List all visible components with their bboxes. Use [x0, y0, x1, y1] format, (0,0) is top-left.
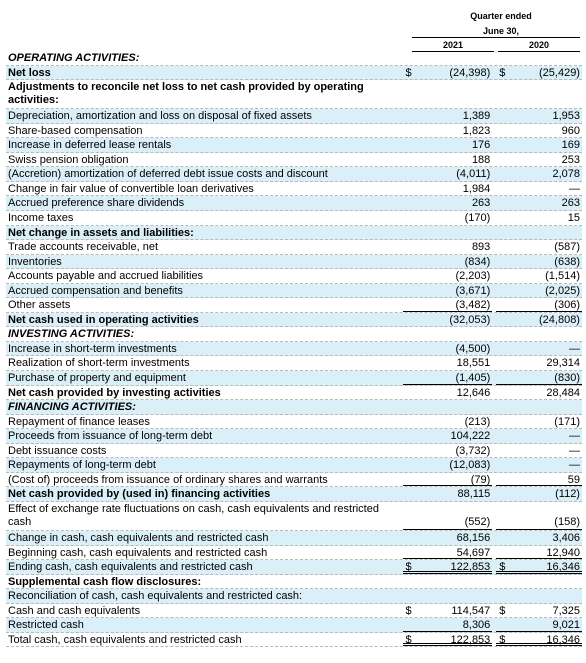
- table-row: [6, 80, 582, 109]
- currency-2021: [403, 109, 415, 123]
- value-2020: [508, 400, 582, 414]
- value-2021: 54,697: [415, 546, 493, 560]
- value-2021: 122,853: [415, 633, 493, 647]
- currency-2020: [496, 153, 508, 167]
- currency-2021: [403, 342, 415, 356]
- table-row: [6, 342, 582, 357]
- row-label: Debt issuance costs: [8, 444, 107, 457]
- currency-2020: [496, 182, 508, 196]
- value-2020: 1,953: [552, 110, 580, 123]
- currency-2020: [496, 618, 508, 632]
- table-row: [6, 124, 582, 139]
- value-2021: (1,405): [415, 371, 493, 385]
- value-2021: (2,203): [455, 270, 491, 283]
- table-row: [6, 371, 582, 386]
- value-2020: 960: [561, 124, 580, 137]
- currency-2020: [496, 313, 508, 327]
- value-2021: (79): [415, 473, 493, 487]
- currency-2021: [403, 429, 415, 443]
- currency-2020: [496, 269, 508, 283]
- value-2020: —: [568, 342, 580, 355]
- value-2020: (587): [554, 241, 580, 254]
- table-row: [6, 211, 582, 226]
- currency-2020: $: [499, 66, 506, 79]
- value-2020: 16,346: [508, 633, 582, 647]
- row-label: INVESTING ACTIVITIES:: [8, 328, 135, 341]
- table-row: [6, 255, 582, 270]
- currency-2020: [496, 371, 508, 385]
- currency-2021: $: [405, 604, 412, 617]
- currency-2021: [403, 240, 415, 254]
- value-2020: (306): [508, 298, 582, 312]
- value-2020: [508, 327, 582, 341]
- value-2020: (830): [508, 371, 582, 385]
- table-row: [6, 356, 582, 371]
- value-2021: (4,500): [455, 342, 491, 355]
- value-2020: (24,808): [539, 313, 580, 326]
- currency-2020: [496, 196, 508, 210]
- value-2021: (170): [464, 212, 491, 225]
- row-label: Net change in assets and liabilities:: [8, 226, 194, 239]
- currency-2021: [403, 487, 415, 501]
- currency-2021: [403, 226, 415, 240]
- row-label: Restricted cash: [8, 619, 84, 632]
- value-2021: 188: [471, 153, 491, 166]
- value-2021: [415, 226, 493, 240]
- currency-2020: [496, 226, 508, 240]
- row-label: Net cash provided by (used in) financing activities: [8, 488, 271, 501]
- currency-2021: [403, 356, 415, 370]
- table-row: [6, 487, 582, 502]
- currency-2021: [403, 298, 415, 312]
- currency-2021: $: [403, 633, 415, 647]
- table-row: [6, 458, 582, 473]
- row-label: Adjustments to reconcile net loss to net cash provided by operating activities:: [8, 81, 364, 107]
- value-2021: (834): [464, 255, 491, 268]
- currency-2021: [403, 196, 415, 210]
- value-2020: 169: [561, 139, 580, 152]
- value-2020: 7,325: [552, 604, 580, 617]
- value-2021: 1,984: [462, 182, 491, 195]
- value-2021: (552): [415, 515, 493, 530]
- value-2020: 29,314: [546, 357, 580, 370]
- table-row: [6, 575, 582, 590]
- currency-2021: [403, 444, 415, 458]
- currency-2021: [403, 531, 415, 545]
- value-2021: (3,671): [455, 284, 491, 297]
- currency-2021: [403, 400, 415, 414]
- currency-2021: [403, 124, 415, 138]
- value-2021: 12,646: [456, 386, 491, 399]
- row-label: FINANCING ACTIVITIES:: [8, 401, 136, 414]
- currency-2020: [496, 415, 508, 429]
- value-2020: 28,484: [546, 386, 580, 399]
- row-label: Purchase of property and equipment: [8, 372, 186, 385]
- value-2020: —: [568, 444, 580, 457]
- row-label: (Cost of) proceeds from issuance of ordinary shares and warrants: [8, 473, 328, 486]
- value-2020: (1,514): [545, 270, 580, 283]
- value-2021: 104,222: [450, 430, 491, 443]
- currency-2021: $: [405, 66, 412, 79]
- currency-2021: [403, 153, 415, 167]
- currency-2021: [403, 284, 415, 298]
- table-row: [6, 196, 582, 211]
- value-2021: 263: [471, 197, 491, 210]
- value-2021: 893: [471, 241, 491, 254]
- table-row: [6, 386, 582, 401]
- row-label: Accrued compensation and benefits: [8, 284, 183, 297]
- value-2021: 88,115: [457, 488, 491, 501]
- currency-2021: [403, 138, 415, 152]
- row-label: Total cash, cash equivalents and restricted cash: [8, 633, 242, 646]
- value-2020: 59: [508, 473, 582, 487]
- row-label: Effect of exchange rate fluctuations on cash, cash equivalents and restricted cash: [8, 502, 379, 529]
- row-label: Trade accounts receivable, net: [8, 241, 159, 254]
- row-label: Increase in short-term investments: [8, 342, 177, 355]
- table-row: [6, 618, 582, 633]
- value-2021: 1,823: [462, 124, 491, 137]
- value-2021: (24,398): [449, 66, 491, 79]
- header-col-2020: 2020: [528, 40, 550, 50]
- currency-2020: [496, 531, 508, 545]
- currency-2020: [496, 298, 508, 312]
- row-label: Depreciation, amortization and loss on disposal of fixed assets: [8, 110, 312, 123]
- table-row: [6, 167, 582, 182]
- currency-2021: [403, 458, 415, 472]
- value-2021: 68,156: [456, 532, 491, 545]
- currency-2021: [403, 327, 415, 341]
- currency-2020: [496, 529, 508, 530]
- value-2020: (638): [554, 255, 580, 268]
- currency-2020: [496, 284, 508, 298]
- value-2020: [508, 575, 582, 589]
- header-title-line2: June 30,: [482, 26, 520, 36]
- value-2020: 16,346: [508, 560, 582, 574]
- header-divider: [412, 37, 580, 38]
- row-label: Accounts payable and accrued liabilities: [8, 270, 204, 283]
- currency-2020: [496, 444, 508, 458]
- table-row: [6, 560, 582, 575]
- currency-2021: [403, 51, 415, 65]
- row-label: Other assets: [8, 299, 71, 312]
- currency-2021: [403, 575, 415, 589]
- value-2020: [508, 226, 582, 240]
- row-label: Accrued preference share dividends: [8, 197, 185, 210]
- value-2020: 2,078: [552, 168, 580, 181]
- value-2020: —: [568, 459, 580, 472]
- currency-2020: [496, 342, 508, 356]
- row-label: Ending cash, cash equivalents and restricted cash: [8, 561, 253, 574]
- currency-2020: [496, 386, 508, 400]
- table-row: [6, 429, 582, 444]
- currency-2020: [496, 211, 508, 225]
- table-row: [6, 153, 582, 168]
- value-2020: 12,940: [508, 546, 582, 560]
- currency-2021: [403, 371, 415, 385]
- table-row: [6, 269, 582, 284]
- currency-2020: [496, 458, 508, 472]
- value-2020: 253: [561, 153, 580, 166]
- currency-2021: [403, 589, 415, 603]
- table-row: [6, 226, 582, 241]
- row-label: Realization of short-term investments: [8, 357, 190, 370]
- currency-2020: [496, 240, 508, 254]
- currency-2020: [496, 473, 508, 487]
- table-row: [6, 400, 582, 415]
- row-label: Cash and cash equivalents: [8, 604, 141, 617]
- statement-rows: [6, 51, 582, 647]
- currency-2020: [496, 138, 508, 152]
- value-2020: —: [568, 182, 580, 195]
- currency-2021: [403, 546, 415, 560]
- currency-2020: [496, 124, 508, 138]
- value-2020: (25,429): [539, 66, 580, 79]
- currency-2021: [403, 211, 415, 225]
- currency-2021: [403, 415, 415, 429]
- value-2021: 18,551: [456, 357, 491, 370]
- currency-2021: [403, 529, 415, 530]
- row-label: Inventories: [8, 255, 62, 268]
- currency-2020: [496, 589, 508, 603]
- column-gap: [492, 80, 496, 108]
- header-title-line1: Quarter ended: [470, 11, 532, 21]
- currency-2021: [403, 313, 415, 327]
- row-label: Net loss: [8, 66, 51, 79]
- table-row: [6, 284, 582, 299]
- value-2021: 1,389: [462, 110, 491, 123]
- table-row: [6, 531, 582, 546]
- currency-2021: [403, 618, 415, 632]
- row-label: Repayment of finance leases: [8, 415, 150, 428]
- table-row: [6, 313, 582, 328]
- currency-2020: [496, 575, 508, 589]
- table-row: [6, 109, 582, 124]
- table-row: [6, 327, 582, 342]
- table-row: [6, 473, 582, 488]
- table-row: [6, 138, 582, 153]
- value-2021: 8,306: [415, 618, 493, 632]
- table-row: [6, 502, 582, 531]
- table-row: [6, 66, 582, 81]
- row-label: (Accretion) amortization of deferred debt issue costs and discount: [8, 168, 328, 181]
- value-2020: (112): [555, 488, 580, 501]
- value-2020: (2,025): [545, 284, 580, 297]
- table-row: [6, 604, 582, 619]
- value-2020: [508, 51, 582, 65]
- value-2020: (158): [508, 515, 582, 530]
- value-2020: 9,021: [508, 618, 582, 632]
- value-2020: (171): [554, 415, 580, 428]
- row-label: Net cash used in operating activities: [8, 313, 199, 326]
- row-label: Proceeds from issuance of long-term debt: [8, 430, 213, 443]
- currency-2021: [403, 386, 415, 400]
- value-2020: 263: [561, 197, 580, 210]
- value-2021: (3,482): [415, 298, 493, 312]
- table-row: [6, 182, 582, 197]
- currency-2020: [496, 167, 508, 181]
- currency-2020: [496, 429, 508, 443]
- value-2021: [415, 589, 493, 603]
- currency-2020: [496, 327, 508, 341]
- row-label: Change in cash, cash equivalents and restricted cash: [8, 532, 269, 545]
- table-row: [6, 51, 582, 66]
- row-label: OPERATING ACTIVITIES:: [8, 52, 140, 64]
- row-label: Change in fair value of convertible loan derivatives: [8, 182, 254, 195]
- value-2021: (3,732): [455, 444, 491, 457]
- table-row: [6, 415, 582, 430]
- table-row: [6, 444, 582, 459]
- row-label: Repayments of long-term debt: [8, 459, 156, 472]
- row-label: Supplemental cash flow disclosures:: [8, 575, 202, 588]
- currency-2020: [496, 400, 508, 414]
- currency-2020: [496, 487, 508, 501]
- value-2021: 176: [471, 139, 491, 152]
- value-2020: —: [568, 430, 580, 443]
- table-row: [6, 546, 582, 561]
- table-row: [6, 633, 582, 648]
- currency-2020: $: [496, 633, 508, 647]
- value-2021: [415, 51, 493, 65]
- currency-2020: [496, 51, 508, 65]
- currency-2021: [403, 269, 415, 283]
- row-label: Swiss pension obligation: [8, 153, 129, 166]
- table-row: [6, 240, 582, 255]
- currency-2020: $: [496, 560, 508, 574]
- row-label: Increase in deferred lease rentals: [8, 139, 172, 152]
- table-row: [6, 589, 582, 604]
- value-2021: [415, 575, 493, 589]
- currency-2021: $: [403, 560, 415, 574]
- row-label: Beginning cash, cash equivalents and restricted cash: [8, 546, 268, 559]
- table-row: [6, 298, 582, 313]
- column-gap: [492, 502, 496, 530]
- value-2021: 122,853: [415, 560, 493, 574]
- header-col-2021: 2021: [442, 40, 464, 50]
- row-label: Income taxes: [8, 212, 74, 225]
- value-2021: 114,547: [451, 604, 491, 617]
- value-2021: (4,011): [456, 168, 491, 181]
- value-2020: 3,406: [552, 532, 580, 545]
- currency-2021: [403, 473, 415, 487]
- currency-2020: [496, 356, 508, 370]
- value-2021: [415, 327, 493, 341]
- currency-2020: [496, 255, 508, 269]
- currency-2021: [403, 167, 415, 181]
- row-label: Share-based compensation: [8, 124, 143, 137]
- currency-2020: [496, 109, 508, 123]
- value-2020: 15: [567, 212, 580, 225]
- value-2020: [508, 589, 582, 603]
- currency-2020: [496, 546, 508, 560]
- value-2021: [415, 400, 493, 414]
- value-2021: (12,083): [449, 459, 491, 472]
- value-2021: (213): [464, 415, 491, 428]
- currency-2021: [403, 255, 415, 269]
- row-label: Reconciliation of cash, cash equivalents and restricted cash:: [8, 590, 303, 603]
- row-label: Net cash provided by investing activities: [8, 386, 221, 399]
- currency-2020: $: [499, 604, 506, 617]
- currency-2021: [403, 182, 415, 196]
- value-2021: (32,053): [449, 313, 491, 326]
